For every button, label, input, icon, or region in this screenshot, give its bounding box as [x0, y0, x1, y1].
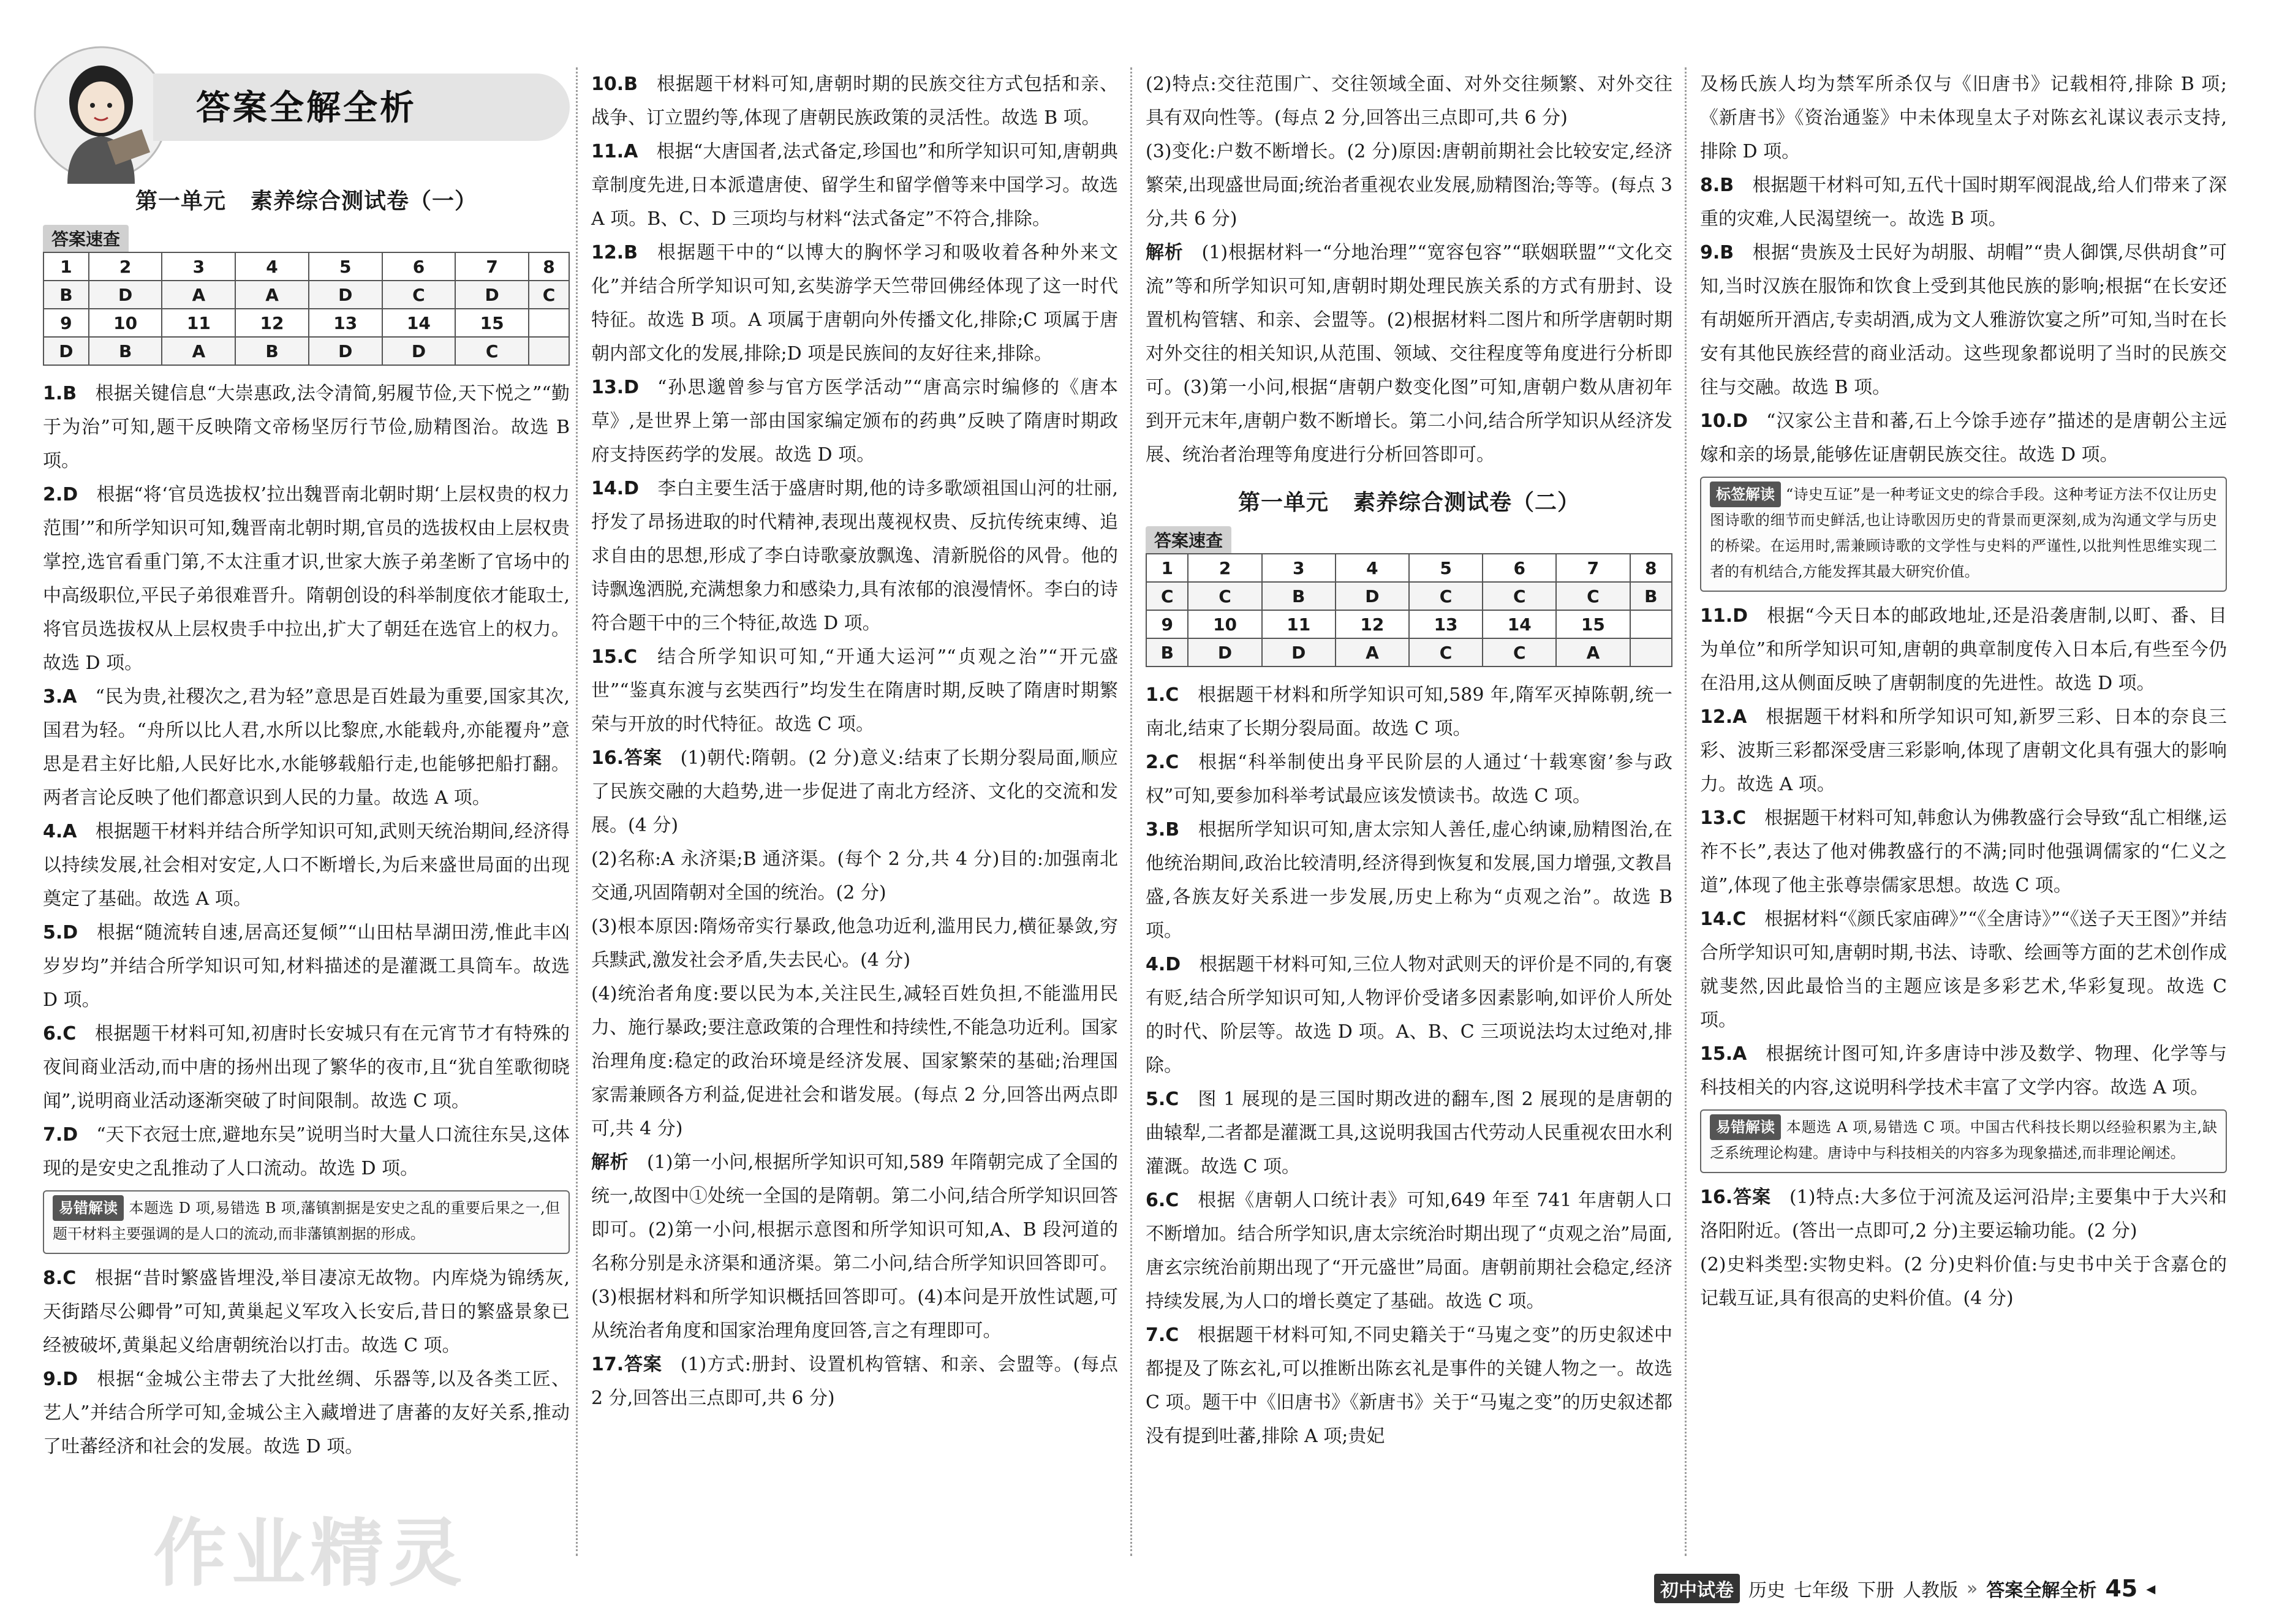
- answer-item: [591, 910, 1118, 977]
- question-number: 11.D: [1700, 605, 1748, 627]
- question-number-cell: 6: [382, 252, 456, 281]
- question-number-cell: 5: [1409, 554, 1483, 582]
- answer-cell: D: [455, 281, 529, 309]
- answer-cell: A: [1336, 638, 1409, 667]
- question-number: 1.C: [1146, 684, 1179, 706]
- answer-cell: A: [162, 281, 235, 309]
- answer-item: [1700, 700, 2227, 801]
- answer-text: (1)特点:大多位于河流及运河沿岸;主要集中于大兴和洛阳附近。(答出一点即可,2 分)主要运输功能。(2 分): [1700, 1187, 2227, 1242]
- answer-text: (4)统治者角度:要以民为本,关注民生,减轻百姓负担,不能滥用民力、施行暴政;要注意政策的合理性和持续性,不能急功近利。国家治理角度:稳定的政治环境是经济发展、国家繁荣的基础;治理国家需兼顾各方利益,促进社会和谐发展。(每点 2 分,回答出两点即可,共 4 分): [591, 983, 1118, 1139]
- answer-table-unit2: [1146, 553, 1672, 667]
- answer-text: 根据题干材料和所学知识可知,新罗三彩、日本的奈良三彩、波斯三彩都深受唐三彩影响,体现了唐朝文化具有强大的影响力。故选 A 项。: [1700, 706, 2227, 795]
- column-3: [1146, 67, 1672, 1453]
- answer-text: 根据“昔时繁盛皆埋没,举目凄凉无故物。内库烧为锦绣灰,天街踏尽公卿骨”可知,黄巢起义军攻入长安后,昔日的繁盛景象已经被破坏,黄巢起义给唐朝统治以打击。故选 C 项。: [43, 1267, 570, 1356]
- footer-section: 答案全解全析: [1986, 1580, 2097, 1601]
- answer-table-unit1: [43, 252, 570, 366]
- column-divider: [576, 67, 578, 1556]
- page-number: 45: [2105, 1575, 2138, 1602]
- answer-item: [43, 815, 570, 916]
- answer-item: [1146, 135, 1672, 236]
- answer-item: [591, 371, 1118, 472]
- question-number-cell: 10: [89, 309, 162, 337]
- unit1-title-right: 素养综合测试卷（一）: [251, 189, 478, 214]
- answer-text: 及杨氏族人均为禁军所杀仅与《旧唐书》记载相符,排除 B 项;《新唐书》《资治通鉴》中未体现皇太子对陈玄礼谋议表示支持,排除 D 项。: [1700, 74, 2227, 162]
- answer-row: [43, 281, 569, 309]
- answer-item: [1146, 1318, 1672, 1453]
- answer-item: [1146, 678, 1672, 746]
- question-number: 13.C: [1700, 807, 1747, 829]
- question-number: 12.B: [591, 242, 638, 263]
- question-number: 9.D: [43, 1369, 78, 1390]
- answer-cell: B: [235, 337, 309, 365]
- answer-item: [1700, 236, 2227, 404]
- question-number-cell: [529, 309, 569, 337]
- question-number-cell: 12: [235, 309, 309, 337]
- question-number-cell: 7: [455, 252, 529, 281]
- answer-cell: D: [309, 281, 382, 309]
- answer-cell: B: [1146, 638, 1188, 667]
- answer-text: 根据所学知识可知,唐太宗知人善任,虚心纳谏,励精图治,在他统治期间,政治比较清明,经济得到恢复和发展,国力增强,文教昌盛,各族友好关系进一步发展,历史上称为“贞观之治”。故选 B 项。: [1146, 819, 1672, 942]
- answer-cell: A: [235, 281, 309, 309]
- answer-text: 根据题干材料可知,韩愈认为佛教盛行会导致“乱亡相继,运祚不长”,表达了他对佛教盛行的不满;同时他强调儒家的“仁义之道”,体现了他主张尊崇儒家思想。故选 C 项。: [1700, 807, 2227, 896]
- answer-item: [1700, 801, 2227, 902]
- footer-subject: 历史: [1748, 1580, 1785, 1601]
- answer-cell: A: [1556, 638, 1630, 667]
- answer-quick-check-label: 答案速查: [1146, 526, 1231, 553]
- question-number-cell: [1630, 610, 1672, 638]
- question-number-cell: 1: [1146, 554, 1188, 582]
- answer-row: [1146, 638, 1672, 667]
- answer-cell: D: [1262, 638, 1336, 667]
- answer-text: 结合所学知识可知,“开通大运河”“贞观之治”“开元盛世”“鉴真东渡与玄奘西行”均发生在隋唐时期,反映了隋唐时期繁荣与开放的时代特征。故选 C 项。: [591, 646, 1118, 735]
- answer-cell: C: [1556, 582, 1630, 610]
- answer-item: [1146, 746, 1672, 813]
- answer-item: [591, 236, 1118, 371]
- answer-cell: C: [382, 281, 456, 309]
- answer-item: [1146, 1184, 1672, 1318]
- answer-text: 根据题干材料可知,初唐时长安城只有在元宵节才有特殊的夜间商业活动,而中唐的扬州出现了繁华的夜市,且“犹自笙歌彻晓闻”,说明商业活动逐渐突破了时间限制。故选 C 项。: [43, 1023, 570, 1112]
- question-number: 3.A: [43, 686, 77, 708]
- answer-cell: D: [1336, 582, 1409, 610]
- question-number: 11.A: [591, 141, 638, 162]
- answer-row: [43, 337, 569, 365]
- question-number-cell: 13: [1409, 610, 1483, 638]
- question-number-cell: 2: [1188, 554, 1261, 582]
- answer-cell: C: [1483, 638, 1556, 667]
- answer-cell: D: [382, 337, 456, 365]
- page-title: 答案全解全析: [196, 88, 417, 128]
- analysis-label: 解析: [591, 1152, 629, 1173]
- unit1-title: [43, 184, 570, 215]
- answer-text: 根据“随流转自速,居高还复倾”“山田枯旱湖田涝,惟此丰凶岁岁均”并结合所学知识可知,材料描述的是灌溉工具筒车。故选 D 项。: [43, 922, 570, 1011]
- answer-item: [1700, 168, 2227, 236]
- question-number-cell: 5: [309, 252, 382, 281]
- question-number-cell: 2: [89, 252, 162, 281]
- answer-item: [591, 842, 1118, 910]
- answer-text: (2)特点:交往范围广、交往领域全面、对外交往频繁、对外交往具有双向性等。(每点 2 分,回答出三点即可,共 6 分): [1146, 74, 1672, 129]
- question-number-cell: 7: [1556, 554, 1630, 582]
- question-number-cell: 4: [235, 252, 309, 281]
- answer-item: [1146, 813, 1672, 948]
- answer-cell: B: [1630, 582, 1672, 610]
- column-4: [1700, 67, 2227, 1315]
- answer-item: [1146, 67, 1672, 135]
- answer-item: [1700, 404, 2227, 472]
- question-number: 4.D: [1146, 954, 1181, 975]
- question-number-cell: 11: [1262, 610, 1336, 638]
- answers-column-1: [43, 377, 570, 1463]
- answer-item: [591, 1146, 1118, 1348]
- question-number-cell: 12: [1336, 610, 1409, 638]
- answer-item: [43, 1017, 570, 1118]
- question-number-cell: 8: [1630, 554, 1672, 582]
- question-number: 8.B: [1700, 175, 1734, 196]
- answer-text: (2)史料类型:实物史料。(2 分)史料价值:与史书中关于含嘉仓的记载互证,具有很高的史料价值。(4 分): [1700, 1254, 2227, 1309]
- answer-item: [1146, 1082, 1672, 1184]
- question-number-row: [43, 309, 569, 337]
- question-number: 8.C: [43, 1267, 77, 1289]
- answer-cell: D: [43, 337, 89, 365]
- unit2-title-left: 第一单元: [1238, 490, 1329, 515]
- answer-cell: A: [162, 337, 235, 365]
- footer-volume: 下册: [1857, 1580, 1894, 1601]
- answer-cell: C: [529, 281, 569, 309]
- analysis-label: 解析: [1146, 242, 1184, 263]
- answer-item: [43, 680, 570, 815]
- answer-item: [1700, 902, 2227, 1037]
- answer-item: [1146, 948, 1672, 1082]
- answer-item: [591, 135, 1118, 236]
- question-number: 16.答案: [1700, 1187, 1771, 1208]
- question-number: 12.A: [1700, 706, 1747, 728]
- page-footer: [1654, 1571, 2261, 1606]
- tip-box: [1700, 477, 2227, 592]
- answer-text: 根据关键信息“大崇惠政,法令清简,躬履节俭,天下悦之”“勤于为治”可知,题干反映隋文帝杨坚厉行节俭,励精图治。故选 B 项。: [43, 383, 570, 472]
- answer-item: [591, 640, 1118, 741]
- answer-item: [591, 67, 1118, 135]
- answer-quick-check-label: 答案速查: [43, 225, 129, 252]
- answer-item: [1700, 1248, 2227, 1315]
- column-1: [43, 184, 570, 1463]
- question-number-cell: 4: [1336, 554, 1409, 582]
- question-number-cell: 9: [43, 309, 89, 337]
- answer-text: 根据“金城公主带去了大批丝绸、乐器等,以及各类工匠、艺人”并结合所学可知,金城公主入藏增进了唐蕃的友好关系,推动了吐蕃经济和社会的发展。故选 D 项。: [43, 1369, 570, 1457]
- answer-text: 根据题干材料可知,三位人物对武则天的评价是不同的,有褒有贬,结合所学知识可知,人物评价受诸多因素影响,如评价人所处的时代、阶层等。故选 D 项。A、B、C 三项说法均太过绝对,排除。: [1146, 954, 1672, 1076]
- triangle-left-icon: ◂: [2146, 1577, 2156, 1599]
- footer-brand: 初中试卷: [1654, 1574, 1740, 1603]
- answer-item: [591, 472, 1118, 640]
- answer-text: 图 1 展现的是三国时期改进的翻车,图 2 展现的是唐朝的曲辕犁,二者都是灌溉工具,这说明我国古代劳动人民重视农田水利灌溉。故选 C 项。: [1146, 1089, 1672, 1177]
- answer-cell: [529, 337, 569, 365]
- question-number: 13.D: [591, 377, 640, 398]
- answer-cell: B: [43, 281, 89, 309]
- answer-item: [43, 1261, 570, 1362]
- answers-column-3-bottom: [1146, 678, 1672, 1453]
- question-number: 14.D: [591, 478, 640, 499]
- question-number-cell: 13: [309, 309, 382, 337]
- question-number: 16.答案: [591, 747, 662, 769]
- answer-cell: C: [1188, 582, 1261, 610]
- tip-text: “诗史互证”是一种考证文史的综合手段。这种考证方法不仅让历史图诗歌的细节而史鲜活,也让诗歌因历史的背景而更深刻,成为沟通文学与历史的桥梁。在运用时,需兼顾诗歌的文学性与史料的严谨性,以批判性思维实现二者的有机结合,方能发挥其最大研究价值。: [1710, 486, 2217, 580]
- tip-text: 本题选 A 项,易错选 C 项。中国古代科技长期以经验积累为主,缺乏系统理论构建。唐诗中与科技相关的内容多为现象描述,而非理论阐述。: [1710, 1119, 2217, 1161]
- answer-text: 根据材料“《颜氏家庙碑》”“《全唐诗》”“《送子天王图》”并结合所学知识可知,唐朝时期,书法、诗歌、绘画等方面的艺术创作成就斐然,因此最恰当的主题应该是多彩艺术,华彩复现。故选 C 项。: [1700, 908, 2227, 1031]
- question-number: 14.C: [1700, 908, 1747, 930]
- question-number-cell: 14: [382, 309, 456, 337]
- answer-item: [1700, 1037, 2227, 1105]
- answer-text: (3)变化:户数不断增长。(2 分)原因:唐朝前期社会比较安定,经济繁荣,出现盛世局面;统治者重视农业发展,励精图治;等等。(每点 3 分,共 6 分): [1146, 141, 1672, 230]
- question-number: 2.D: [43, 484, 78, 505]
- answer-text: 根据“将‘官员选拔权’拉出魏晋南北朝时期‘上层权贵的权力范围’”和所学知识可知,魏晋南北朝时期,官员的选拔权由上层权贵掌控,选官看重门第,不太注重才识,世家大族子弟垄断了官场中的中高级职位,平民子弟很难晋升。隋朝创设的科举制度依才能取士,将官员选拔权从上层权贵手中拉出,扩大了朝廷在选官上的权力。故选 D 项。: [43, 484, 570, 674]
- answer-text: “汉家公主昔和蕃,石上今馀手迹存”描述的是唐朝公主远嫁和亲的场景,能够佐证唐朝民族交往。故选 D 项。: [1700, 410, 2227, 466]
- question-number: 10.B: [591, 74, 638, 95]
- answer-row: [1146, 582, 1672, 610]
- answer-cell: C: [1409, 582, 1483, 610]
- answer-item: [1700, 1180, 2227, 1248]
- answer-text: 根据题干材料和所学知识可知,589 年,隋军灭掉陈朝,统一南北,结束了长期分裂局面。故选 C 项。: [1146, 684, 1672, 739]
- column-divider: [1685, 67, 1687, 1556]
- column-2: [591, 67, 1118, 1415]
- question-number: 6.C: [1146, 1190, 1179, 1211]
- question-number-cell: 9: [1146, 610, 1188, 638]
- answer-text: 李白主要生活于盛唐时期,他的诗多歌颂祖国山河的壮丽,抒发了昂扬进取的时代精神,表现出蔑视权贵、反抗传统束缚、追求自由的思想,形成了李白诗歌豪放飘逸、清新脱俗的风骨。他的诗飘逸洒脱,充满想象力和感染力,具有浓郁的浪漫情怀。李白的诗符合题干中的三个特征,故选 D 项。: [591, 478, 1118, 634]
- answers-column-4: [1700, 67, 2227, 1315]
- answer-item: [591, 1348, 1118, 1415]
- answer-text: “民为贵,社稷次之,君为轻”意思是百姓最为重要,国家其次,国君为轻。“舟所以比人君,水所以比黎庶,水能载舟,亦能覆舟”意思是君主好比船,人民好比水,水能够载船行走,也能够把船打翻。两者言论反映了他们都意识到人民的力量。故选 A 项。: [43, 686, 570, 809]
- answer-text: (2)名称:A 永济渠;B 通济渠。(每个 2 分,共 4 分)目的:加强南北交通,巩固隋朝对全国的统治。(2 分): [591, 848, 1118, 904]
- answer-text: 根据题干材料可知,不同史籍关于“马嵬之变”的历史叙述中都提及了陈玄礼,可以推断出陈玄礼是事件的关键人物之一。故选 C 项。题干中《旧唐书》《新唐书》关于“马嵬之变”的历史叙述都没有提到吐蕃,排除 A 项;贵妃: [1146, 1324, 1672, 1447]
- column-divider: [1130, 67, 1132, 1556]
- answer-text: 根据题干中的“以博大的胸怀学习和吸收着各种外来文化”并结合所学知识可知,玄奘游学天竺带回佛经体现了这一时代特征。故选 B 项。A 项属于唐朝向外传播文化,排除;C 项属于唐朝内部文化的发展,排除;D 项是民族间的友好往来,排除。: [591, 242, 1118, 364]
- question-number-cell: 6: [1483, 554, 1556, 582]
- answer-cell: [1630, 638, 1672, 667]
- question-number: 3.B: [1146, 819, 1180, 840]
- answer-text: “天下衣冠士庶,避地东吴”说明当时大量人口流往东吴,这体现的是安史之乱推动了人口流动。故选 D 项。: [43, 1124, 570, 1179]
- answer-item: [43, 1118, 570, 1185]
- answer-cell: B: [89, 337, 162, 365]
- unit2-title-right: 素养综合测试卷（二）: [1353, 490, 1581, 515]
- answer-item: [591, 977, 1118, 1146]
- answer-item: [43, 478, 570, 680]
- question-number: 10.D: [1700, 410, 1748, 432]
- answers-column-3-top: [1146, 67, 1672, 472]
- answer-item: [43, 916, 570, 1017]
- answer-text: 根据题干材料并结合所学知识可知,武则天统治期间,经济得以持续发展,社会相对安定,人口不断增长,为后来盛世局面的出现奠定了基础。故选 A 项。: [43, 821, 570, 910]
- answer-cell: C: [455, 337, 529, 365]
- answer-cell: D: [309, 337, 382, 365]
- unit1-title-left: 第一单元: [135, 189, 226, 214]
- question-number: 6.C: [43, 1023, 77, 1044]
- question-number-cell: 11: [162, 309, 235, 337]
- answer-text: 根据“科举制使出身平民阶层的人通过‘十载寒窗’参与政权”可知,要参加科举考试最应该发愤读书。故选 C 项。: [1146, 752, 1672, 807]
- question-number: 5.D: [43, 922, 78, 943]
- question-number: 9.B: [1700, 242, 1734, 263]
- question-number-cell: 1: [43, 252, 89, 281]
- answer-item: [43, 377, 570, 478]
- footer-grade: 七年级: [1794, 1580, 1849, 1601]
- answer-text: 根据统计图可知,许多唐诗中涉及数学、物理、化学等与科技相关的内容,这说明科学技术丰富了文学内容。故选 A 项。: [1700, 1043, 2227, 1098]
- answer-item: [1146, 236, 1672, 472]
- answer-item: [1700, 599, 2227, 700]
- answer-item: [1700, 67, 2227, 168]
- answer-text: 根据“贵族及士民好为胡服、胡帽”“贵人御馔,尽供胡食”可知,当时汉族在服饰和饮食上受到其他民族的影响;根据“在长安还有胡姬所开酒店,专卖胡酒,成为文人雅游饮宴之所”可知,当时在长安有其他民族经营的商业活动。这些现象都说明了当时的民族交往与交融。故选 B 项。: [1700, 242, 2227, 398]
- question-number: 5.C: [1146, 1089, 1179, 1110]
- question-number-row: [43, 252, 569, 281]
- question-number-row: [1146, 610, 1672, 638]
- answer-cell: C: [1483, 582, 1556, 610]
- answer-text: 根据《唐朝人口统计表》可知,649 年至 741 年唐朝人口不断增加。结合所学知识,唐太宗统治时期出现了“贞观之治”局面,唐玄宗统治前期出现了“开元盛世”局面。唐朝前期社会稳定,经济持续发展,为人口的增长奠定了基础。故选 C 项。: [1146, 1190, 1672, 1312]
- question-number: 2.C: [1146, 752, 1179, 773]
- answer-text: “孙思邈曾参与官方医学活动”“唐高宗时编修的《唐本草》,是世界上第一部由国家编定颁布的药典”反映了隋唐时期政府支持医药学的发展。故选 D 项。: [591, 377, 1118, 466]
- answer-text: 根据“大唐国者,法式备定,珍国也”和所学知识可知,唐朝典章制度先进,日本派遣唐使、留学生和留学僧等来中国学习。故选 A 项。B、C、D 三项均与材料“法式备定”不符合,排除。: [591, 141, 1118, 230]
- question-number-cell: 3: [1262, 554, 1336, 582]
- question-number: 1.B: [43, 383, 77, 404]
- unit2-title: [1146, 485, 1672, 516]
- watermark: 作业精灵: [153, 1511, 467, 1596]
- question-number-row: [1146, 554, 1672, 582]
- answer-item: [43, 1362, 570, 1463]
- answers-column-2: [591, 67, 1118, 1415]
- answer-text: 根据题干材料可知,五代十国时期军阀混战,给人们带来了深重的灾难,人民渴望统一。故选 B 项。: [1700, 175, 2227, 230]
- question-number: 17.答案: [591, 1354, 662, 1375]
- chevron-right-icon: »: [1967, 1577, 1978, 1599]
- question-number-cell: 14: [1483, 610, 1556, 638]
- footer-edition: 人教版: [1903, 1580, 1958, 1601]
- answer-cell: D: [89, 281, 162, 309]
- tip-box: [1700, 1109, 2227, 1173]
- answer-cell: C: [1409, 638, 1483, 667]
- question-number-cell: 8: [529, 252, 569, 281]
- mascot-illustration: [31, 43, 172, 184]
- tip-tag: 标签解读: [1710, 482, 1781, 507]
- answer-text: (1)根据材料一“分地治理”“宽容包容”“联姻联盟”“文化交流”等和所学知识可知,唐朝时期处理民族关系的方式有册封、设置机构管辖、和亲、会盟等。(2)根据材料二图片和所学唐朝时期对外交往的相关知识,从范围、领域、交往程度等角度进行分析即可。(3)第一小问,根据“唐朝户数变化图”可知,唐朝户数从唐初年到开元末年,唐朝户数不断增长。第二小问,结合所学知识从经济发展、统治者治理等角度进行分析回答即可。: [1146, 242, 1673, 466]
- tip-text: 本题选 D 项,易错选 B 项,藩镇割据是安史之乱的重要后果之一,但题干材料主要强调的是人口的流动,而非藩镇割据的形成。: [53, 1199, 560, 1242]
- answer-item: [591, 741, 1118, 842]
- answer-text: (1)第一小问,根据所学知识可知,589 年隋朝完成了全国的统一,故图中①处统一全国的是隋朝。第二小问,结合所学知识回答即可。(2)第一小问,根据示意图和所学知识可知,A、B 段河道的名称分别是永济渠和通济渠。第二小问,结合所学知识回答即可。(3)根据材料和所学知识概括回答即可。(4)本问是开放性试题,可从统治者角度和国家治理角度回答,言之有理即可。: [591, 1152, 1118, 1342]
- question-number: 4.A: [43, 821, 77, 842]
- tip-box: [43, 1190, 570, 1254]
- answer-text: (1)朝代:隋朝。(2 分)意义:结束了长期分裂局面,顺应了民族交融的大趋势,进一步促进了南北方经济、文化的交流和发展。(4 分): [591, 747, 1118, 836]
- tip-tag: 易错解读: [53, 1195, 124, 1221]
- question-number-cell: 3: [162, 252, 235, 281]
- tip-tag: 易错解读: [1710, 1114, 1781, 1140]
- answer-text: (1)方式:册封、设置机构管辖、和亲、会盟等。(每点 2 分,回答出三点即可,共 6 分): [591, 1354, 1118, 1409]
- answer-text: 根据题干材料可知,唐朝时期的民族交往方式包括和亲、战争、订立盟约等,体现了唐朝民族政策的灵活性。故选 B 项。: [591, 74, 1118, 129]
- answer-cell: C: [1146, 582, 1188, 610]
- question-number-cell: 10: [1188, 610, 1261, 638]
- question-number: 15.A: [1700, 1043, 1747, 1065]
- question-number-cell: 15: [455, 309, 529, 337]
- question-number: 15.C: [591, 646, 638, 668]
- answer-cell: D: [1188, 638, 1261, 667]
- answer-text: (3)根本原因:隋炀帝实行暴政,他急功近利,滥用民力,横征暴敛,穷兵黩武,激发社会矛盾,失去民心。(4 分): [591, 916, 1118, 971]
- question-number: 7.C: [1146, 1324, 1179, 1346]
- question-number: 7.D: [43, 1124, 78, 1146]
- question-number-cell: 15: [1556, 610, 1630, 638]
- answer-cell: B: [1262, 582, 1336, 610]
- answer-text: 根据“今天日本的邮政地址,还是沿袭唐制,以町、番、目为单位”和所学知识可知,唐朝的典章制度传入日本后,有些至今仍在沿用,这从侧面反映了唐朝制度的先进性。故选 D 项。: [1700, 605, 2227, 694]
